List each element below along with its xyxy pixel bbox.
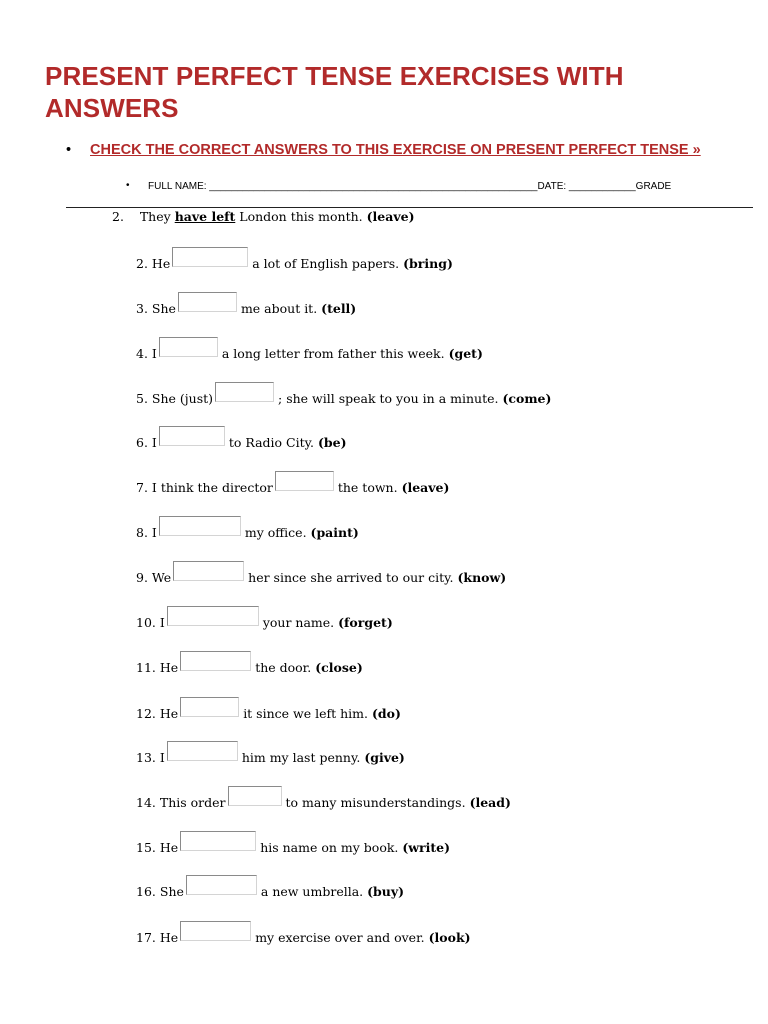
exercise-number: 5. [136,391,148,406]
exercise-item [136,432,347,452]
answer-input[interactable] [178,292,237,312]
exercise-text-after: a new umbrella. [260,884,364,899]
exercise-text-before: He [151,256,171,271]
exercise-text-after: the door. [255,660,312,675]
verb-hint: (come) [502,391,552,406]
example-before: They [139,209,171,224]
bullet-icon: • [126,180,130,191]
exercise-text-after: my exercise over and over. [255,930,425,945]
exercise-text-before: She (just) [151,391,214,406]
exercise-text-after: your name. [262,615,335,630]
verb-hint: (be) [318,435,347,450]
exercise-text-before: He [159,660,179,675]
exercise-item [136,298,356,318]
exercise-number: 9. [136,570,148,585]
example-sentence [112,208,415,226]
answer-input[interactable] [215,382,274,402]
answer-input[interactable] [167,606,259,626]
exercise-number: 13. [136,750,156,765]
verb-hint: (look) [428,930,471,945]
page-title: PRESENT PERFECT TENSE EXERCISES WITH ANSWERS [45,61,624,123]
exercise-text-after: my office. [244,525,307,540]
exercise-text-after: a long letter from father this week. [221,346,445,361]
exercise-item [136,388,551,408]
verb-hint: (write) [402,840,451,855]
verb-hint: (close) [315,660,363,675]
bullet-icon: • [66,142,72,158]
exercise-item [136,567,506,587]
answer-input[interactable] [180,831,256,851]
answer-input[interactable] [180,651,251,671]
exercise-item [136,657,363,677]
example-number: 2. [112,209,124,224]
answer-input[interactable] [159,516,241,536]
exercise-text-after: it since we left him. [243,706,368,721]
exercise-item [136,522,359,542]
exercise-number: 4. [136,346,148,361]
exercise-text-after: him my last penny. [241,750,361,765]
exercise-item [136,253,453,273]
student-info-fields: FULL NAME: ___________________________________________________________DATE: ____________GRADE [148,181,672,192]
answer-input[interactable] [159,426,225,446]
exercise-text-before: He [159,930,179,945]
answer-input[interactable] [172,247,248,267]
exercise-text-after: me about it. [240,301,318,316]
exercise-text-before: I [159,750,165,765]
example-hint: (leave) [366,209,415,224]
answer-input[interactable] [180,697,239,717]
exercise-text-before: He [159,840,179,855]
exercise-text-before: I think the director [151,480,273,495]
answer-input[interactable] [186,875,257,895]
exercise-item [136,477,449,497]
check-answers-link[interactable]: CHECK THE CORRECT ANSWERS TO THIS EXERCISE ON PRESENT PERFECT TENSE » [90,142,701,158]
answer-input[interactable] [159,337,218,357]
exercise-text-before: She [159,884,184,899]
exercise-number: 15. [136,840,156,855]
verb-hint: (bring) [403,256,453,271]
verb-hint: (get) [448,346,483,361]
exercise-text-after: the town. [337,480,398,495]
verb-hint: (tell) [321,301,357,316]
exercise-item [136,837,450,857]
answer-input[interactable] [275,471,334,491]
exercise-number: 3. [136,301,148,316]
exercise-text-before: I [159,615,165,630]
verb-hint: (paint) [310,525,359,540]
exercise-item [136,881,404,901]
exercise-item [136,343,483,363]
answer-input[interactable] [228,786,282,806]
exercise-number: 14. [136,795,156,810]
verb-hint: (buy) [367,884,405,899]
answer-input[interactable] [167,741,238,761]
exercise-text-after: to Radio City. [228,435,315,450]
exercise-text-after: his name on my book. [260,840,399,855]
exercise-item [136,927,471,947]
verb-hint: (leave) [401,480,450,495]
exercise-number: 11. [136,660,156,675]
exercise-text-before: This order [159,795,226,810]
exercise-text-before: I [151,435,157,450]
exercise-number: 6. [136,435,148,450]
answer-input[interactable] [180,921,251,941]
exercise-text-before: She [151,301,176,316]
exercise-item [136,703,401,723]
exercise-text-before: He [159,706,179,721]
exercise-item [136,747,405,767]
exercise-number: 16. [136,884,156,899]
exercise-text-after: a lot of English papers. [252,256,400,271]
exercise-number: 2. [136,256,148,271]
verb-hint: (give) [364,750,405,765]
exercise-text-after: ; she will speak to you in a minute. [278,391,499,406]
exercise-text-before: I [151,525,157,540]
example-answer: have left [174,209,236,224]
exercise-text-before: I [151,346,157,361]
exercise-item [136,792,511,812]
exercise-text-before: We [151,570,172,585]
verb-hint: (lead) [469,795,511,810]
answer-input[interactable] [173,561,244,581]
verb-hint: (do) [371,706,401,721]
exercise-number: 17. [136,930,156,945]
exercise-number: 10. [136,615,156,630]
verb-hint: (forget) [338,615,393,630]
exercise-number: 7. [136,480,148,495]
exercise-number: 12. [136,706,156,721]
exercise-text-after: to many misunderstandings. [285,795,466,810]
example-after: London this month. [239,209,363,224]
verb-hint: (know) [457,570,507,585]
exercise-text-after: her since she arrived to our city. [248,570,454,585]
exercise-number: 8. [136,525,148,540]
exercise-item [136,612,393,632]
